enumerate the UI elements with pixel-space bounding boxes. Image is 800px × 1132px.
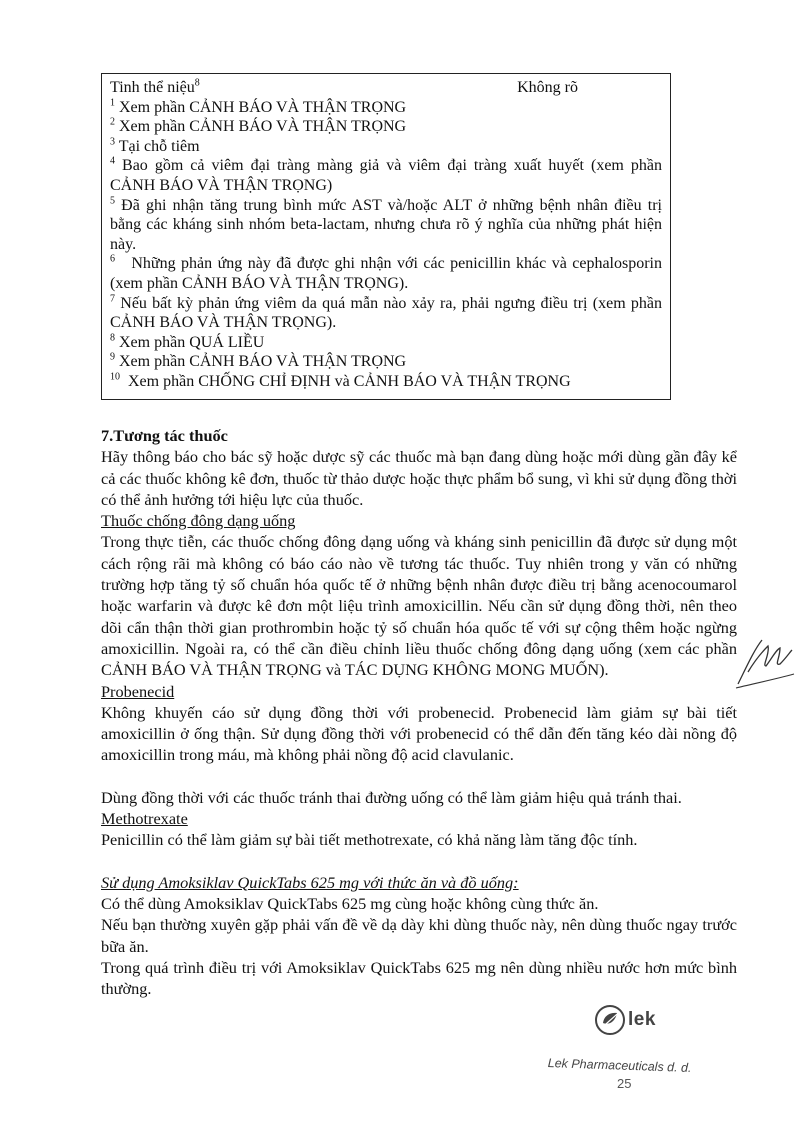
spacer <box>101 851 737 872</box>
spacer <box>101 766 737 787</box>
company-name: Lek Pharmaceuticals d. d. <box>547 1056 692 1076</box>
anticoagulant-subheading: Thuốc chống đông dạng uống <box>101 511 296 531</box>
probenecid-paragraph: Không khuyến cáo sử dụng đồng thời với probenecid. Probenecid làm giảm sự bài tiết amoxicillin ở ống thận. Sử dụng đồng thời với probenecid có thể dẫn đến tăng kéo dài nồng độ amoxicillin trong máu, mà không phải nồng độ acid clavulanic. <box>101 702 737 765</box>
footnote-9: $^9$ Xem phần CẢNH BÁO VÀ THẬN TRỌNG <box>110 351 407 371</box>
methotrexate-subheading: Methotrexate <box>101 809 188 829</box>
footnote-7: $^7$ Nếu bất kỳ phản ứng viêm da quá mẫn nào xảy ra, phải ngưng điều trị (xem phần CẢNH BÁO VÀ THẬN TRỌNG). <box>110 293 663 332</box>
footnote-10: $^{10}$ Xem phần CHỐNG CHỈ ĐỊNH và CẢNH BÁO VÀ THẬN TRỌNG <box>110 371 571 390</box>
food-subheading: Sử dụng Amoksiklav QuickTabs 625 mg với thức ăn và đồ uống: <box>101 872 519 892</box>
methotrexate-paragraph: Penicillin có thể làm giảm sự bài tiết methotrexate, có khả năng làm tăng độc tính. <box>101 830 638 850</box>
logo-text: lek <box>628 1009 656 1030</box>
footnote-box <box>101 73 671 400</box>
row-value: Không rõ <box>517 79 578 96</box>
footnote-1: $^1$ Xem phần CẢNH BÁO VÀ THẬN TRỌNG <box>110 97 407 116</box>
section-heading: 7.Tương tác thuốc <box>101 426 228 445</box>
signature-mark <box>732 632 796 692</box>
food-line-1: Có thể dùng Amoksiklav QuickTabs 625 mg cùng hoặc không cùng thức ăn. <box>101 893 599 913</box>
company-logo <box>594 1004 656 1036</box>
footnote-4: $^4$ Bao gồm cả viêm đại tràng màng giả và viêm đại tràng xuất huyết (xem phần CẢNH BÁO VÀ THẬN TRỌNG) <box>110 156 663 194</box>
drug-interactions-section <box>101 425 737 999</box>
footnote-6: $^6$ Những phản ứng này đã được ghi nhận với các penicillin khác và cephalosporin (xem phần CẢNH BÁO VÀ THẬN TRỌNG). <box>110 254 662 292</box>
food-line-2: Nếu bạn thường xuyên gặp phải vấn đề về dạ dày khi dùng thuốc này, nên dùng thuốc ngay trước bữa ăn. <box>101 915 737 956</box>
intro-paragraph: Hãy thông báo cho bác sỹ hoặc dược sỹ các thuốc mà bạn đang dùng hoặc mới dùng gần đây kể cả các thuốc không kê đơn, thuốc từ thảo dược hoặc thực phẩm bổ sung, vì khi sử dụng đồng thời có thể ảnh hưởng tới hiệu lực của thuốc. <box>101 447 737 509</box>
row-label: Tinh thể niệu$^8$ <box>110 77 200 96</box>
contraceptive-paragraph: Dùng đồng thời với các thuốc tránh thai đường uống có thể làm giảm hiệu quả tránh thai. <box>101 787 682 807</box>
footnote-8: $^8$ Xem phần QUÁ LIỀU <box>110 332 265 351</box>
page-number: 25 <box>617 1076 632 1091</box>
table-row-crystalluria <box>110 78 662 98</box>
footnote-2: $^2$ Xem phần CẢNH BÁO VÀ THẬN TRỌNG <box>110 116 407 136</box>
food-line-3: Trong quá trình điều trị với Amoksiklav QuickTabs 625 mg nên dùng nhiều nước hơn mức bình thường. <box>101 957 737 999</box>
probenecid-subheading: Probenecid <box>101 681 175 701</box>
footnote-3: $^3$ Tại chỗ tiêm <box>110 136 200 155</box>
footnote-5: $^5$ Đã ghi nhận tăng trung bình mức AST và/hoặc ALT ở những bệnh nhân điều trị bằng các kháng sinh nhóm beta-lactam, nhưng chưa rõ ý nghĩa của những phát hiện này. <box>110 195 662 253</box>
anticoagulant-paragraph: Trong thực tiễn, các thuốc chống đông dạng uống và kháng sinh penicillin đã được sử dụng một cách rộng rãi mà không có báo cáo nào về tương tác thuốc. Tuy nhiên trong y văn có những trường hợp tăng tỷ số chuẩn hóa quốc tế ở những bệnh nhân được điều trị bằng acenocoumarol hoặc warfarin và được kê đơn một liệu trình amoxicillin. Nếu cần sử dụng đồng thời, nên theo dõi cẩn thận thời gian prothrombin hoặc tỷ số chuẩn hóa quốc tế với sự cộng thêm hoặc ngừng amoxicillin. Ngoài ra, có thể cần điều chỉnh liều thuốc chống đông dạng uống (xem các phần CẢNH BÁO VÀ THẬN TRỌNG và TÁC DỤNG KHÔNG MONG MUỐN). <box>101 532 737 680</box>
sandoz-leaf-icon <box>594 1004 626 1036</box>
